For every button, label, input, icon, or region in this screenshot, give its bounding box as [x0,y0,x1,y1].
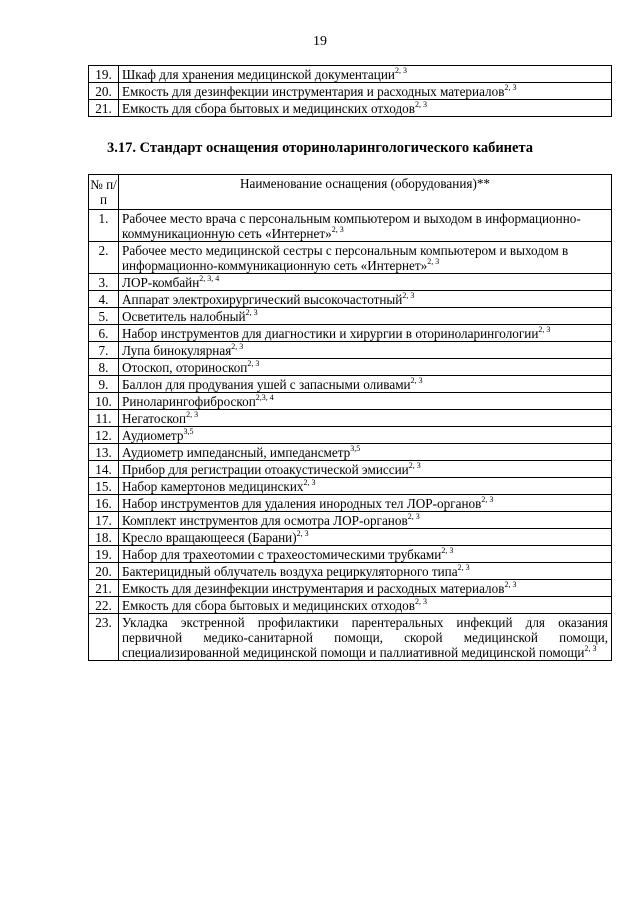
footnote-ref: 2, 3 [538,324,551,334]
equipment-name-cell [119,393,612,410]
equipment-name-cell [119,597,612,614]
page-number: 19 [313,34,327,49]
equipment-name-cell [119,580,612,597]
row-number: 23. [89,614,119,661]
equipment-name-cell [119,614,612,661]
footnote-ref: 2, 3 [414,99,427,109]
equipment-name-cell [119,495,612,512]
equipment-name: Аудиометр [122,428,184,443]
table-row [89,529,612,546]
row-number: 1. [89,210,119,242]
row-number: 4. [89,291,119,308]
equipment-name-cell [119,325,612,342]
footnote-ref: 2, 3 [331,224,344,234]
equipment-name: Кресло вращающееся (Барани) [122,530,297,545]
table-row [89,512,612,529]
table-row [89,66,612,83]
equipment-name-cell [119,308,612,325]
equipment-name: Набор инструментов для диагностики и хирургии в оториноларингологии [122,326,539,341]
equipment-name-cell [119,83,612,100]
footnote-ref: 2, 3 [414,596,427,606]
equipment-name-cell [119,376,612,393]
equipment-name: Прибор для регистрации отоакустической эмиссии [122,462,409,477]
footnote-ref: 3,5 [350,443,361,453]
equipment-name-cell [119,461,612,478]
row-number: 7. [89,342,119,359]
row-number: 6. [89,325,119,342]
row-number: 16. [89,495,119,512]
row-number: 14. [89,461,119,478]
equipment-standard-table [88,174,612,661]
row-number: 21. [89,100,119,117]
equipment-name: Комплект инструментов для осмотра ЛОР-органов [122,513,408,528]
equipment-name: Бактерицидный облучатель воздуха рециркуляторного типа [122,564,458,579]
footnote-ref: 2,3, 4 [255,392,274,402]
table-row [89,597,612,614]
column-header-number: № п/п [89,175,119,210]
equipment-name-cell [119,66,612,83]
row-number: 18. [89,529,119,546]
equipment-name: Лупа бинокулярная [122,343,232,358]
footnote-ref: 2, 3 [245,307,258,317]
row-number: 20. [89,563,119,580]
row-number: 19. [89,66,119,83]
footnote-ref: 2, 3 [410,375,423,385]
row-number: 22. [89,597,119,614]
equipment-name: ЛОР-комбайн [122,275,200,290]
equipment-name: Аудиометр импедансный, импедансметр [122,445,351,460]
equipment-name: Шкаф для хранения медицинской документации [122,67,395,82]
section-title: 3.17. Стандарт оснащения оториноларингологического кабинета [106,140,534,156]
row-number: 19. [89,546,119,563]
table-row [89,461,612,478]
row-number: 3. [89,274,119,291]
table-row [89,546,612,563]
column-header-name: Наименование оснащения (оборудования)** [119,175,612,210]
equipment-name: Набор камертонов медицинских [122,479,304,494]
equipment-name: Укладка экстренной профилактики парентеральных инфекций для оказания первичной медико-санитарной помощи, скорой медицинской помощи, специализированной медицинской помощи и паллиативной медицинской помощи [122,615,608,660]
footnote-ref: 2, 3, 4 [199,273,220,283]
equipment-name: Емкость для дезинфекции инструментария и расходных материалов [122,84,505,99]
row-number: 15. [89,478,119,495]
footnote-ref: 2, 3 [504,579,517,589]
continued-equipment-table [88,65,612,117]
equipment-name: Емкость для сбора бытовых и медицинских отходов [122,598,415,613]
equipment-name: Емкость для дезинфекции инструментария и расходных материалов [122,581,505,596]
footnote-ref: 2, 3 [231,341,244,351]
equipment-name: Набор инструментов для удаления инородных тел ЛОР-органов [122,496,482,511]
table-header-row [89,175,612,210]
table-row [89,242,612,274]
equipment-name-cell [119,444,612,461]
equipment-name: Емкость для сбора бытовых и медицинских отходов [122,101,415,116]
table-row [89,427,612,444]
row-number: 11. [89,410,119,427]
footnote-ref: 2, 3 [457,562,470,572]
row-number: 10. [89,393,119,410]
footnote-ref: 2, 3 [441,545,454,555]
table-row [89,359,612,376]
table-row [89,495,612,512]
footnote-ref: 2, 3 [584,643,597,653]
footnote-ref: 2, 3 [186,409,199,419]
equipment-name: Риноларингофиброскоп [122,394,256,409]
table-row [89,376,612,393]
table-row [89,478,612,495]
table-row [89,393,612,410]
row-number: 21. [89,580,119,597]
equipment-name-cell [119,529,612,546]
equipment-name-cell [119,210,612,242]
row-number: 2. [89,242,119,274]
equipment-name-cell [119,563,612,580]
equipment-name-cell [119,100,612,117]
equipment-name: Негатоскоп [122,411,187,426]
footnote-ref: 3,5 [183,426,194,436]
equipment-name: Отоскоп, оториноскоп [122,360,248,375]
equipment-name: Набор для трахеотомии с трахеостомическими трубками [122,547,442,562]
table-row [89,342,612,359]
row-number: 5. [89,308,119,325]
equipment-name-cell [119,546,612,563]
equipment-name-cell [119,242,612,274]
table-row [89,83,612,100]
table-row [89,325,612,342]
footnote-ref: 2, 3 [303,477,316,487]
footnote-ref: 2, 3 [296,528,309,538]
table-row [89,410,612,427]
table-row [89,580,612,597]
footnote-ref: 2, 3 [407,511,420,521]
footnote-ref: 2, 3 [408,460,421,470]
footnote-ref: 2, 3 [504,82,517,92]
equipment-name-cell [119,274,612,291]
table-row [89,308,612,325]
footnote-ref: 2, 3 [247,358,260,368]
equipment-name: Рабочее место медицинской сестры с персональным компьютером и выходом в информационно-коммуникационную сеть «Интернет» [122,243,569,273]
equipment-name: Рабочее место врача с персональным компьютером и выходом в информационно-коммуникационную сеть «Интернет» [122,211,581,241]
row-number: 20. [89,83,119,100]
table-row [89,100,612,117]
footnote-ref: 2, 3 [394,65,407,75]
row-number: 8. [89,359,119,376]
table-row [89,291,612,308]
equipment-name-cell [119,427,612,444]
footnote-ref: 2, 3 [402,290,415,300]
equipment-name: Аппарат электрохирургический высокочастотный [122,292,403,307]
equipment-name: Баллон для продувания ушей с запасными оливами [122,377,411,392]
row-number: 12. [89,427,119,444]
row-number: 9. [89,376,119,393]
table-body [89,210,612,661]
table-row [89,274,612,291]
equipment-name-cell [119,410,612,427]
table-row [89,614,612,661]
equipment-name-cell [119,478,612,495]
table-row [89,444,612,461]
equipment-name-cell [119,342,612,359]
row-number: 13. [89,444,119,461]
footnote-ref: 2, 3 [481,494,494,504]
equipment-name-cell [119,512,612,529]
equipment-name-cell [119,291,612,308]
footnote-ref: 2, 3 [427,256,440,266]
row-number: 17. [89,512,119,529]
equipment-name: Осветитель налобный [122,309,246,324]
equipment-name-cell [119,359,612,376]
table-row [89,210,612,242]
table-row [89,563,612,580]
